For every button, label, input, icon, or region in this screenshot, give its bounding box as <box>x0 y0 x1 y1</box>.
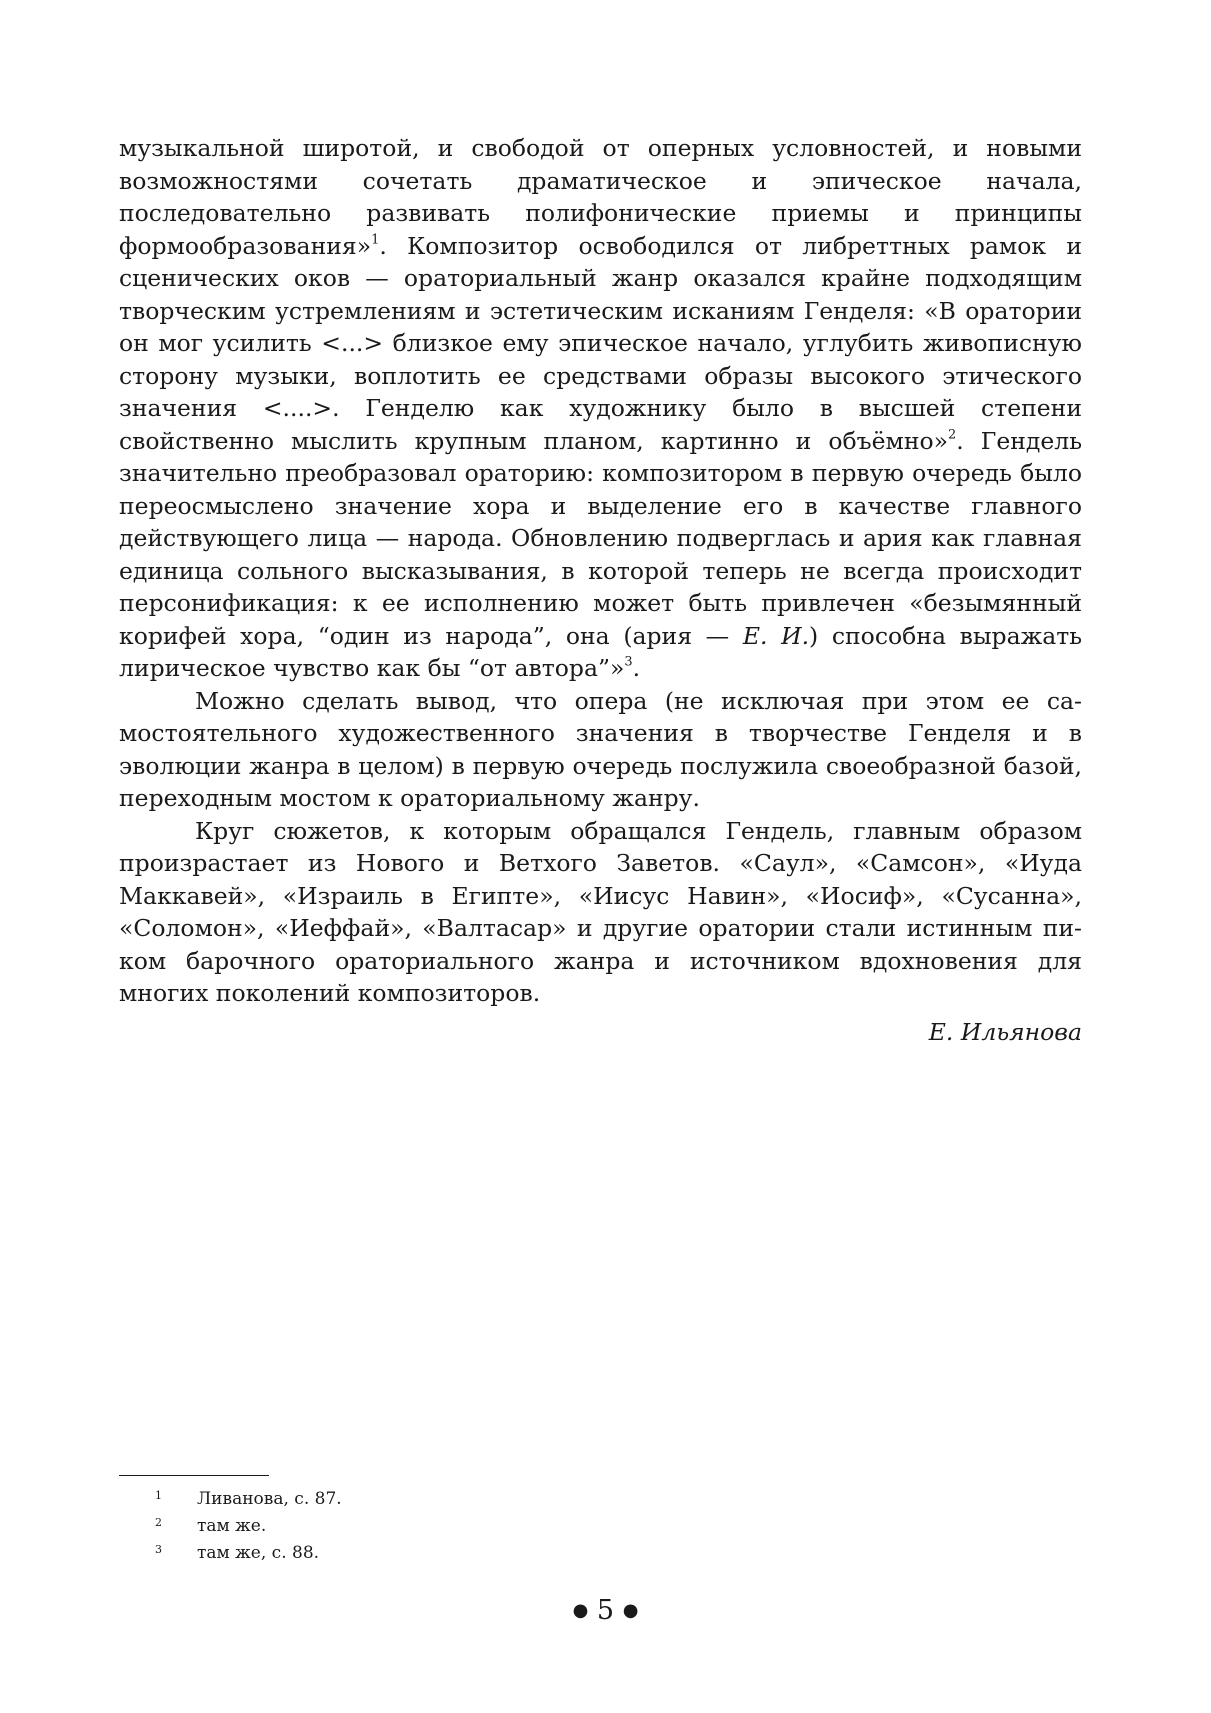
author-initials: Е. И. <box>742 621 810 650</box>
bullet-icon: ● <box>622 1600 639 1621</box>
footnote-ref-3: 3 <box>624 654 633 670</box>
footnote-number: 2 <box>155 1516 162 1529</box>
bullet-icon: ● <box>572 1600 589 1621</box>
footnote-divider <box>119 1475 269 1476</box>
paragraph-1-part-4: ) способна выражать лирическое чувство как бы “от автора”» <box>119 621 1082 682</box>
author-signature: Е. Ильянова <box>928 1018 1082 1046</box>
footnote-2 <box>119 1513 719 1540</box>
footnote-3 <box>119 1540 719 1567</box>
paragraph-1-part-1: музыкальной широтой, и свободой от оперных условностей, и новыми возможностями сочетать драматическое и эпическое начала, последовательно развивать полифонические приемы и принципы формообразования» <box>119 134 1082 260</box>
paragraph-3: Круг сюжетов, к которым обращался Гендель, главным образом произрастает из Нового и Ветхого Заветов. «Саул», «Самсон», «Иуда Маккавей», «Израиль в Египте», «Иисус Навин», «Иосиф», «Сусанна», «Соломон», «Иеффай», «Валтасар» и другие оратории стали истинным пиком барочного ораториального жанра и источником вдохновения для многих поколений композиторов. <box>119 816 1082 1007</box>
footnote-text: там же, с. 88. <box>197 1543 320 1563</box>
footnote-number: 3 <box>155 1543 162 1556</box>
paragraph-1 <box>119 132 1082 685</box>
footnote-ref-2: 2 <box>948 427 957 443</box>
paragraph-1-part-5: . <box>632 654 641 682</box>
footnote-text: Ливанова, с. 87. <box>197 1489 342 1509</box>
page-number <box>0 1595 1211 1627</box>
footnote-ref-1: 1 <box>371 232 380 248</box>
body-text <box>119 132 1082 1010</box>
paragraph-2: Можно сделать вывод, что опера (не исключая при этом ее самостоятельного художественного значения в творчестве Генделя и в эволюции жанра в целом) в первую очередь послужила своеобразной базой, переходным мостом к ораториальному жанру. <box>119 686 1082 812</box>
footnote-text: там же. <box>197 1516 267 1536</box>
page-number-value: 5 <box>596 1595 615 1626</box>
footnotes <box>119 1486 719 1567</box>
footnote-number: 1 <box>155 1489 162 1502</box>
paragraph-1-part-2: . Композитор освободился от либреттных рамок и сценических оков — ораториальный жанр оказался крайне подходящим творческим устремлениям и эстетическим исканиям Генделя: «В оратории он мог усилить <...> близкое ему эпическое начало, углубить живописную сторону музыки, воплотить ее средствами образы высокого этического значения <....>. Генделю как художнику было в высшей степени свойственно мыслить крупным планом, картинно и объёмно» <box>119 231 1082 455</box>
paragraph-1-part-3: . Гендель значительно преобразовал ораторию: композитором в первую очередь было переосмыслено значение хора и выделение его в качестве главного действующего лица — народа. Обновлению подверглась и ария как главная единица сольного высказывания, в которой теперь не всегда происходит персонификация: к ее исполнению может быть привлечен «безымянный корифей хора, “один из народа”, она (ария — <box>119 426 1082 650</box>
footnote-1 <box>119 1486 719 1513</box>
